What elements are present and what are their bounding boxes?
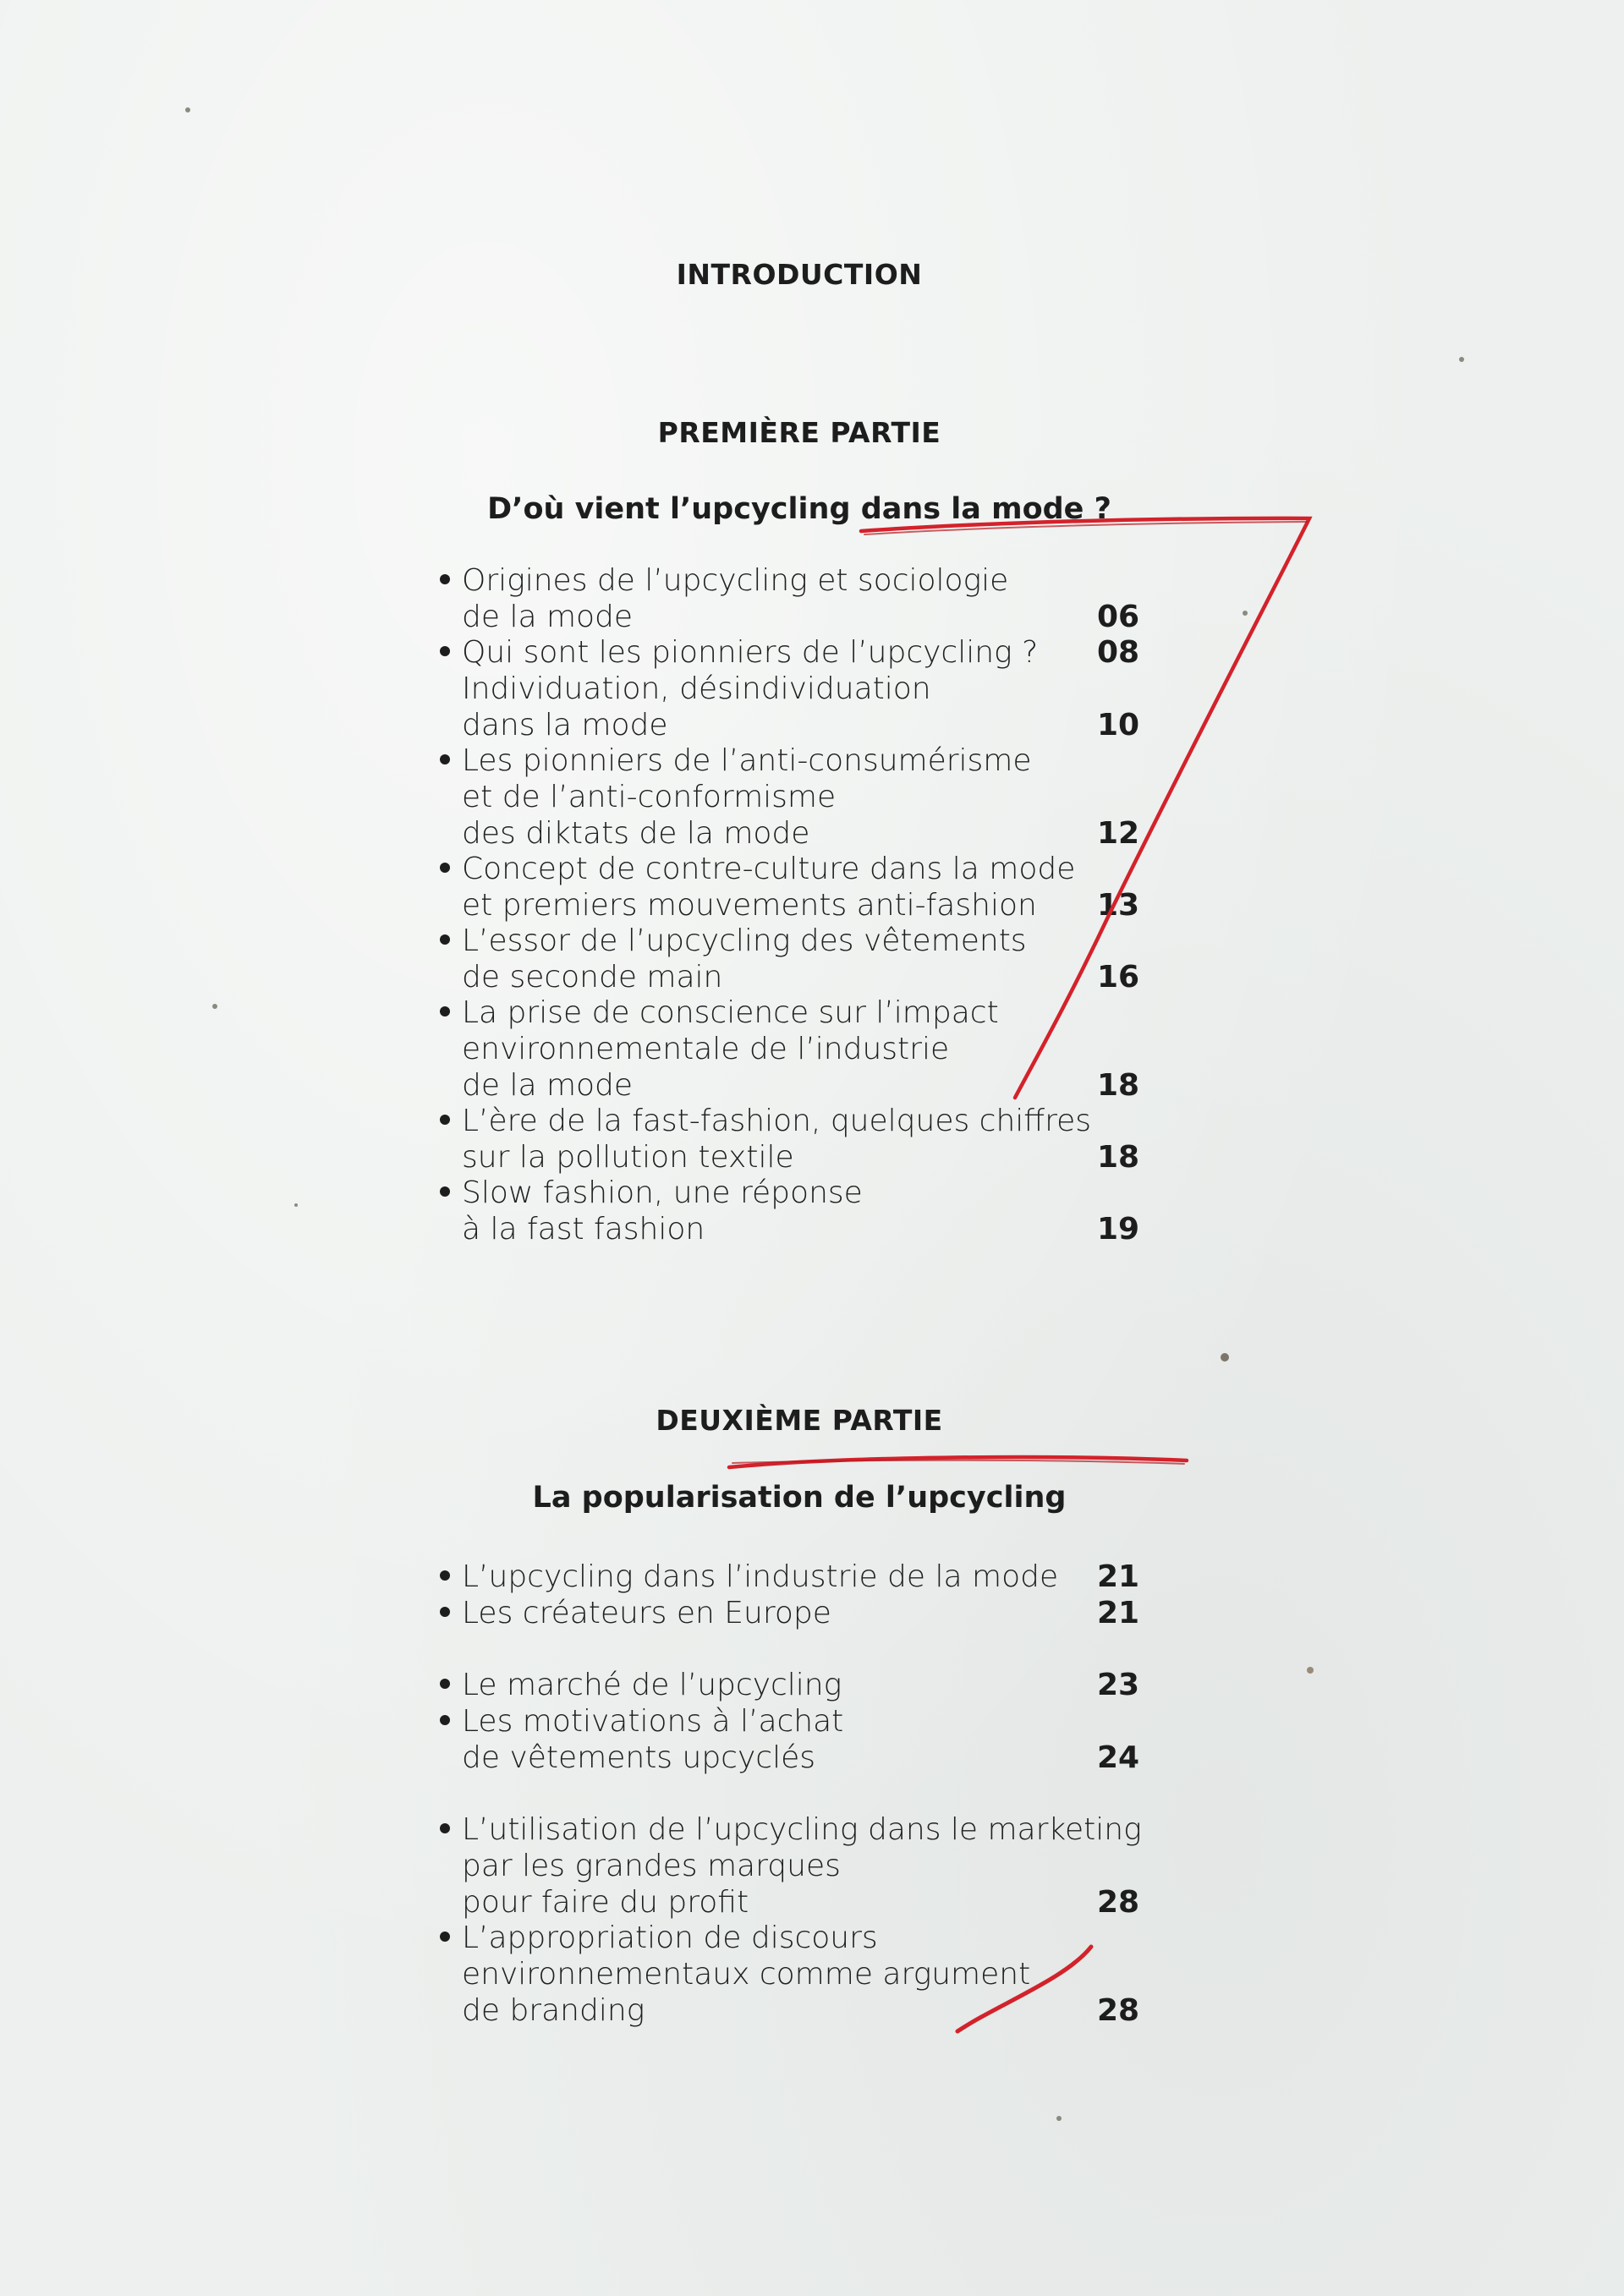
page-number: 28	[1097, 1992, 1140, 2028]
toc-item-text: et de l’anti-conformisme	[462, 780, 837, 814]
toc-item-text: dans la mode	[462, 707, 668, 743]
part2-title: La popularisation de l’upcycling	[532, 1481, 1067, 1515]
paper-speck	[212, 1004, 217, 1009]
toc-item-text: L’upcycling dans l’industrie de la mode	[462, 1559, 1059, 1594]
page-number: 16	[1097, 960, 1140, 995]
toc-item-text: Individuation, désindividuation	[462, 671, 931, 706]
page-number: 06	[1097, 600, 1140, 634]
introduction-heading: INTRODUCTION	[676, 258, 923, 291]
red-thread-last-item	[957, 1947, 1091, 2031]
page-number: 12	[1097, 816, 1140, 851]
toc-item-text: de vêtements upcyclés	[462, 1740, 815, 1775]
toc-item-text: de branding	[462, 1992, 645, 2028]
toc-item-text: environnementaux comme argument	[462, 1956, 1031, 1992]
paper-speck	[1243, 611, 1248, 616]
page-number: 21	[1097, 1559, 1140, 1594]
toc-item-text: L’ère de la fast-fashion, quelques chiffres	[462, 1104, 1091, 1138]
paper-speck	[185, 107, 190, 112]
paper-speck	[1459, 357, 1464, 362]
page-number: 10	[1097, 707, 1140, 743]
toc-item-text: sur la pollution textile	[462, 1140, 794, 1175]
toc-item-text: Les créateurs en Europe	[462, 1595, 831, 1630]
page-number: 18	[1097, 1068, 1140, 1104]
part1-title: D’où vient l’upcycling dans la mode ?	[487, 492, 1111, 526]
paper-speck	[1056, 2116, 1062, 2121]
toc-item-text: La prise de conscience sur l’impact	[462, 995, 999, 1031]
page-number: 18	[1097, 1140, 1140, 1175]
page-number: 21	[1097, 1595, 1140, 1630]
paper-speck	[1307, 1667, 1314, 1674]
paper-speck	[1221, 1353, 1229, 1362]
part1-label: PREMIÈRE PARTIE	[657, 416, 941, 449]
page-number: 23	[1097, 1668, 1140, 1703]
page-number: 24	[1097, 1740, 1140, 1775]
toc-item-text: pour faire du profit	[462, 1885, 749, 1920]
toc-item-text: par les grandes marques	[462, 1849, 841, 1883]
toc-item-text: de seconde main	[462, 960, 723, 995]
red-thread-part1-title	[861, 518, 1309, 1098]
page-number: 28	[1097, 1885, 1140, 1920]
toc-item-text: Qui sont les pionniers de l’upcycling ?	[462, 635, 1039, 671]
toc-item-text: L’utilisation de l’upcycling dans le marketing	[462, 1812, 1142, 1847]
toc-item-text: Slow fashion, une réponse	[462, 1175, 863, 1211]
toc-item-text: Les pionniers de l’anti-consumérisme	[462, 743, 1032, 778]
toc-item-text: L’appropriation de discours	[462, 1920, 878, 1955]
toc-item-text: Le marché de l’upcycling	[462, 1668, 842, 1703]
toc-item-text: de la mode	[462, 600, 634, 634]
toc-item-text: L’essor de l’upcycling des vêtements	[462, 923, 1027, 958]
toc-item-text: environnementale de l’industrie	[462, 1032, 950, 1067]
toc-item-text: Concept de contre-culture dans la mode	[462, 851, 1076, 886]
page-number: 13	[1097, 887, 1140, 923]
paper-speck	[294, 1203, 298, 1207]
toc-item-text: et premiers mouvements anti-fashion	[462, 887, 1037, 923]
toc-item-text: des diktats de la mode	[462, 816, 810, 851]
toc-item-text: Les motivations à l’achat	[462, 1703, 844, 1739]
part2-label: DEUXIÈME PARTIE	[656, 1404, 943, 1437]
toc-item-text: à la fast fashion	[462, 1212, 705, 1247]
page-number: 08	[1097, 635, 1140, 671]
toc-item-text: Origines de l’upcycling et sociologie	[462, 563, 1009, 598]
page-number: 19	[1097, 1212, 1140, 1247]
toc-item-text: de la mode	[462, 1068, 634, 1104]
